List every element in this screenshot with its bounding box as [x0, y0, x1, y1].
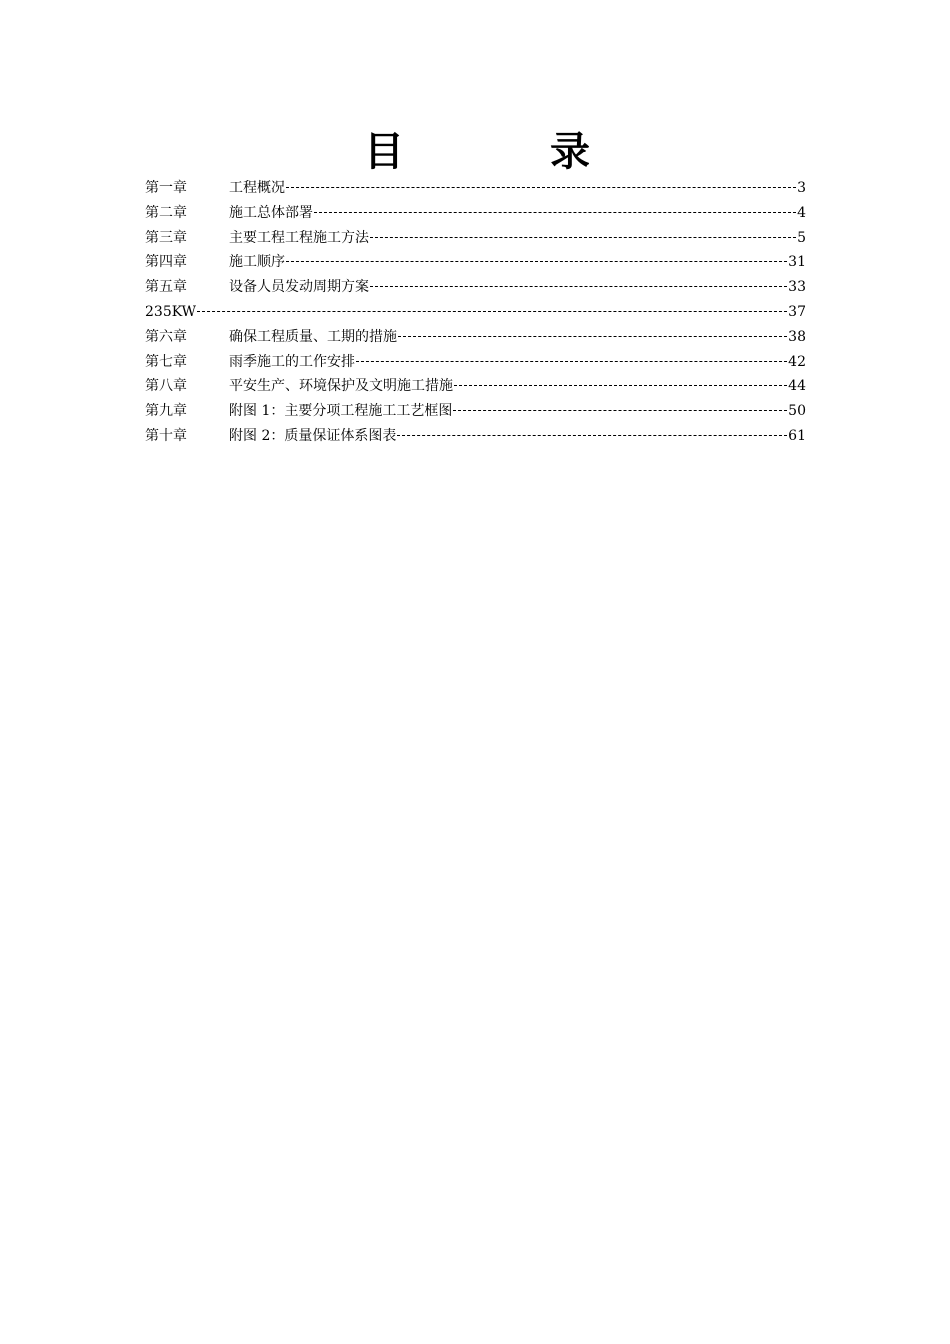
toc-leader-line — [398, 335, 787, 337]
toc-page-number: 44 — [788, 378, 806, 395]
toc-chapter-label: 第四章 — [145, 254, 187, 271]
toc-chapter-label: 第一章 — [145, 180, 187, 196]
toc-entry-title: 附图 2：质量保证体系图表 — [229, 427, 397, 444]
toc-page-number: 4 — [797, 204, 806, 221]
toc-entry[interactable] — [145, 424, 806, 449]
toc-entry[interactable] — [145, 374, 806, 399]
toc-entry-title: 施工顺序 — [229, 254, 285, 271]
toc-leader-line — [286, 260, 787, 262]
toc-chapter-label: 第三章 — [145, 229, 187, 246]
toc-entry-title: 平安生产、环境保护及文明施工措施 — [229, 378, 453, 395]
toc-entry[interactable] — [145, 399, 806, 424]
toc-entry-title: 施工总体部署 — [229, 204, 313, 221]
toc-page-number: 50 — [788, 403, 806, 420]
toc-entry[interactable] — [145, 325, 806, 350]
toc-entry[interactable] — [145, 275, 806, 300]
toc-page-number: 61 — [788, 427, 806, 444]
toc-page-number: 37 — [788, 303, 806, 320]
toc-leader-line — [397, 434, 787, 436]
toc-leader-line — [454, 384, 787, 386]
toc-chapter-label: 第六章 — [145, 328, 187, 345]
toc-page-number: 31 — [788, 254, 806, 271]
toc-chapter-label: 第十章 — [145, 427, 187, 444]
toc-page-number: 3 — [797, 180, 806, 196]
toc-entry-title: 工程概况 — [229, 180, 285, 196]
toc-chapter-label: 第九章 — [145, 403, 187, 420]
toc-page-number: 5 — [797, 229, 806, 246]
toc-title-char-1: 目 — [364, 129, 404, 175]
toc-entry-title: 235KW — [145, 303, 197, 320]
toc-leader-line — [197, 310, 787, 312]
toc-entry-title: 设备人员发动周期方案 — [229, 279, 369, 296]
toc-entry-title: 附图 1：主要分项工程施工工艺框图 — [229, 403, 453, 420]
toc-entry-title: 主要工程工程施工方法 — [229, 229, 369, 246]
toc-list — [145, 176, 806, 449]
toc-entry[interactable] — [145, 176, 806, 201]
toc-chapter-label: 第七章 — [145, 353, 187, 370]
toc-chapter-label: 第二章 — [145, 204, 187, 221]
toc-title — [0, 124, 950, 180]
toc-entry[interactable] — [145, 350, 806, 375]
toc-title-char-2: 录 — [550, 129, 590, 175]
toc-leader-line — [370, 285, 787, 287]
toc-leader-line — [370, 236, 796, 238]
toc-leader-line — [286, 186, 796, 188]
toc-page-number: 38 — [788, 328, 806, 345]
toc-chapter-label: 第五章 — [145, 279, 187, 296]
toc-page-number: 42 — [788, 353, 806, 370]
toc-entry[interactable] — [145, 300, 806, 325]
toc-entry-title: 雨季施工的工作安排 — [229, 353, 355, 370]
toc-entry[interactable] — [145, 201, 806, 226]
toc-page-number: 33 — [788, 279, 806, 296]
toc-entry[interactable] — [145, 250, 806, 275]
toc-leader-line — [356, 360, 787, 362]
toc-leader-line — [453, 409, 787, 411]
toc-leader-line — [314, 211, 796, 213]
toc-entry-title: 确保工程质量、工期的措施 — [229, 328, 397, 345]
toc-chapter-label: 第八章 — [145, 378, 187, 395]
toc-entry[interactable] — [145, 226, 806, 251]
